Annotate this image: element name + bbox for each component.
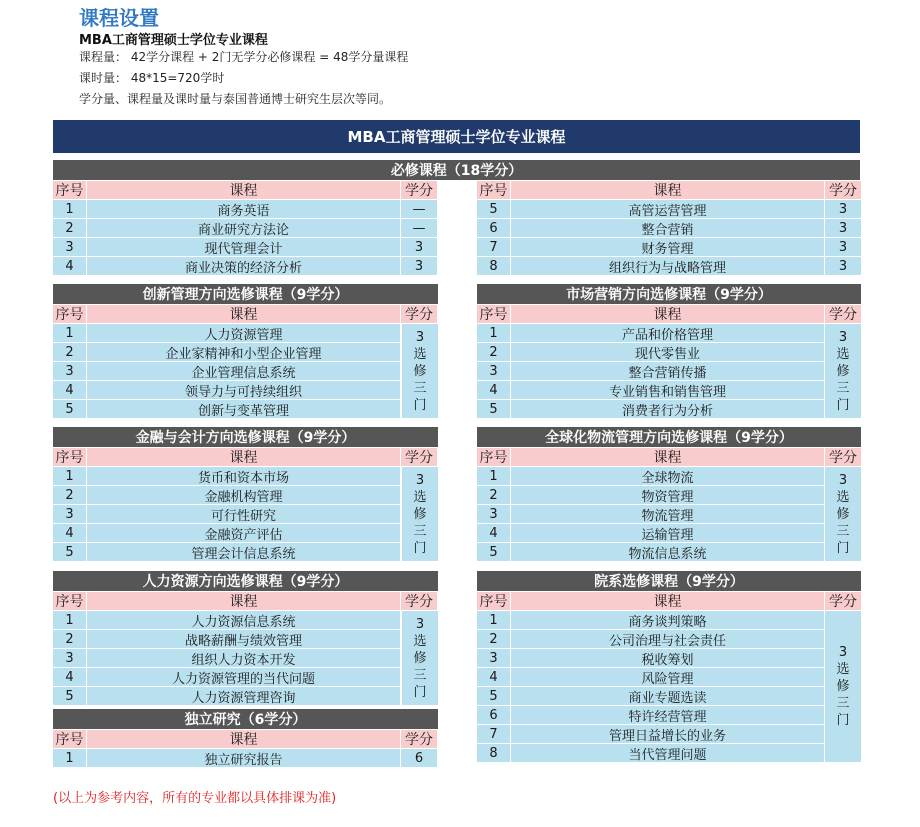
table-row bbox=[477, 467, 861, 485]
credit-finance bbox=[402, 467, 438, 561]
row-no: 5 bbox=[477, 400, 510, 418]
row-no: 2 bbox=[477, 486, 510, 504]
table-row bbox=[53, 505, 437, 523]
table-row bbox=[477, 687, 861, 705]
row-credit: 3 bbox=[401, 238, 437, 256]
row-course: 当代管理问题 bbox=[511, 744, 824, 762]
table-header bbox=[477, 305, 861, 323]
row-course: 金融机构管理 bbox=[87, 486, 400, 504]
row-no: 3 bbox=[477, 649, 510, 667]
table-row bbox=[477, 238, 861, 256]
row-course: 财务管理 bbox=[511, 238, 824, 256]
header-no: 序号 bbox=[477, 448, 510, 466]
table-finance bbox=[53, 448, 437, 562]
row-course: 商业决策的经济分析 bbox=[87, 257, 400, 275]
row-credit: — bbox=[401, 219, 437, 237]
page-title: 课程设置 bbox=[79, 6, 159, 30]
table-marketing bbox=[477, 305, 861, 419]
table-row bbox=[53, 219, 437, 237]
table-innovation bbox=[53, 305, 437, 419]
credit-text: 三 bbox=[413, 380, 427, 396]
footnote: (以上为参考内容，所有的专业都以具体排课为准) bbox=[53, 791, 337, 806]
table-row bbox=[53, 611, 437, 629]
header-credit: 学分 bbox=[401, 730, 437, 748]
row-course: 人力资源信息系统 bbox=[87, 611, 400, 629]
header-no: 序号 bbox=[53, 592, 86, 610]
row-course: 组织行为与战略管理 bbox=[511, 257, 824, 275]
table-row bbox=[477, 200, 861, 218]
table-row bbox=[477, 505, 861, 523]
header-no: 序号 bbox=[53, 448, 86, 466]
credit-text: 门 bbox=[413, 540, 427, 556]
row-no: 6 bbox=[477, 219, 510, 237]
table-row bbox=[53, 649, 437, 667]
table-header bbox=[53, 730, 437, 748]
table-row bbox=[477, 611, 861, 629]
row-no: 1 bbox=[53, 749, 86, 767]
table-row bbox=[53, 381, 437, 399]
row-no: 5 bbox=[477, 200, 510, 218]
header-course: 课程 bbox=[511, 448, 824, 466]
credit-text: 3 bbox=[415, 616, 425, 632]
header-credit: 学分 bbox=[825, 305, 861, 323]
credit-text: 3 bbox=[415, 329, 425, 345]
table-row bbox=[477, 668, 861, 686]
table-row bbox=[477, 324, 861, 342]
row-credit: 3 bbox=[401, 257, 437, 275]
row-course: 货币和资本市场 bbox=[87, 467, 400, 485]
header-credit: 学分 bbox=[825, 592, 861, 610]
row-course: 现代管理会计 bbox=[87, 238, 400, 256]
row-course: 风险管理 bbox=[511, 668, 824, 686]
row-course: 金融资产评估 bbox=[87, 524, 400, 542]
credit-text: 选 bbox=[836, 489, 850, 505]
credit-text: 3 bbox=[415, 472, 425, 488]
row-no: 1 bbox=[53, 611, 86, 629]
table-independent bbox=[53, 730, 437, 768]
row-course: 企业管理信息系统 bbox=[87, 362, 400, 380]
table-row bbox=[477, 649, 861, 667]
row-course: 物资管理 bbox=[511, 486, 824, 504]
row-course: 特许经营管理 bbox=[511, 706, 824, 724]
table-row bbox=[477, 343, 861, 361]
row-credit: 6 bbox=[401, 749, 437, 767]
row-no: 8 bbox=[477, 257, 510, 275]
credit-text: 3 bbox=[838, 329, 848, 345]
row-no: 1 bbox=[477, 467, 510, 485]
table-header bbox=[53, 181, 437, 199]
row-no: 2 bbox=[53, 219, 86, 237]
table-row bbox=[53, 343, 437, 361]
table-row bbox=[477, 362, 861, 380]
credit-text: 门 bbox=[413, 684, 427, 700]
row-course: 管理日益增长的业务 bbox=[511, 725, 824, 743]
credit-text: 选 bbox=[413, 489, 427, 505]
table-row bbox=[477, 524, 861, 542]
row-no: 2 bbox=[53, 630, 86, 648]
table-required-right bbox=[477, 181, 861, 276]
table-hr bbox=[53, 592, 437, 706]
header-no: 序号 bbox=[477, 305, 510, 323]
row-no: 3 bbox=[53, 505, 86, 523]
row-no: 4 bbox=[477, 524, 510, 542]
row-no: 4 bbox=[53, 257, 86, 275]
credit-text: 三 bbox=[836, 696, 850, 711]
row-credit: — bbox=[401, 200, 437, 218]
table-row bbox=[477, 744, 861, 762]
header-course: 课程 bbox=[511, 305, 824, 323]
table-header bbox=[53, 448, 437, 466]
credit-text: 修 bbox=[413, 363, 427, 379]
row-no: 3 bbox=[53, 362, 86, 380]
row-course: 公司治理与社会责任 bbox=[511, 630, 824, 648]
row-no: 3 bbox=[53, 238, 86, 256]
credit-hr bbox=[402, 611, 438, 705]
table-row bbox=[53, 257, 437, 275]
section-required-title: 必修课程（18学分） bbox=[53, 160, 860, 180]
credit-logistics bbox=[825, 467, 861, 561]
credit-text: 修 bbox=[836, 679, 850, 694]
row-no: 1 bbox=[53, 200, 86, 218]
row-course: 税收筹划 bbox=[511, 649, 824, 667]
header-course: 课程 bbox=[511, 592, 824, 610]
row-no: 2 bbox=[477, 630, 510, 648]
credit-text: 选 bbox=[413, 346, 427, 362]
header-credit: 学分 bbox=[825, 181, 861, 199]
table-header bbox=[477, 181, 861, 199]
row-no: 7 bbox=[477, 725, 510, 743]
credit-text: 3 bbox=[838, 645, 848, 660]
table-row bbox=[477, 381, 861, 399]
info-class-hours: 课时量： 48*15=720学时 bbox=[79, 71, 225, 85]
table-row bbox=[53, 687, 437, 705]
row-course: 可行性研究 bbox=[87, 505, 400, 523]
credit-text: 三 bbox=[836, 523, 850, 539]
credit-text: 门 bbox=[836, 540, 850, 556]
section-hr-title: 人力资源方向选修课程（9学分） bbox=[53, 571, 438, 591]
credit-department bbox=[825, 611, 861, 762]
row-no: 5 bbox=[477, 687, 510, 705]
row-credit: 3 bbox=[825, 200, 861, 218]
credit-text: 修 bbox=[836, 506, 850, 522]
credit-text: 三 bbox=[836, 380, 850, 396]
row-credit: 3 bbox=[825, 219, 861, 237]
table-header bbox=[477, 592, 861, 610]
row-course: 人力资源管理的当代问题 bbox=[87, 668, 400, 686]
header-credit: 学分 bbox=[401, 181, 437, 199]
info-course-load: 课程量： 42学分课程 + 2门无学分必修课程 = 48学分量课程 bbox=[79, 50, 409, 64]
header-no: 序号 bbox=[53, 181, 86, 199]
row-course: 商业研究方法论 bbox=[87, 219, 400, 237]
table-row bbox=[53, 324, 437, 342]
credit-text: 选 bbox=[836, 346, 850, 362]
header-course: 课程 bbox=[87, 305, 400, 323]
table-row bbox=[477, 706, 861, 724]
header-credit: 学分 bbox=[401, 305, 437, 323]
row-no: 4 bbox=[477, 381, 510, 399]
table-row bbox=[53, 668, 437, 686]
row-course: 商务谈判策略 bbox=[511, 611, 824, 629]
header-no: 序号 bbox=[53, 730, 86, 748]
row-course: 战略薪酬与绩效管理 bbox=[87, 630, 400, 648]
header-no: 序号 bbox=[477, 592, 510, 610]
row-no: 4 bbox=[53, 668, 86, 686]
row-course: 全球物流 bbox=[511, 467, 824, 485]
row-course: 现代零售业 bbox=[511, 343, 824, 361]
row-no: 2 bbox=[53, 486, 86, 504]
row-course: 物流信息系统 bbox=[511, 543, 824, 561]
header-course: 课程 bbox=[87, 448, 400, 466]
credit-text: 门 bbox=[413, 397, 427, 413]
header-course: 课程 bbox=[87, 181, 400, 199]
table-row bbox=[53, 467, 437, 485]
section-finance-title: 金融与会计方向选修课程（9学分） bbox=[53, 427, 438, 447]
table-row bbox=[53, 630, 437, 648]
program-banner: MBA工商管理硕士学位专业课程 bbox=[53, 120, 860, 153]
row-course: 运输管理 bbox=[511, 524, 824, 542]
row-course: 独立研究报告 bbox=[87, 749, 400, 767]
section-innovation-title: 创新管理方向选修课程（9学分） bbox=[53, 284, 438, 304]
credit-text: 3 bbox=[838, 472, 848, 488]
table-header bbox=[53, 592, 437, 610]
header-credit: 学分 bbox=[401, 592, 437, 610]
row-no: 3 bbox=[477, 362, 510, 380]
row-no: 5 bbox=[477, 543, 510, 561]
page-subtitle: MBA工商管理硕士学位专业课程 bbox=[79, 33, 268, 48]
section-independent-title: 独立研究（6学分） bbox=[53, 709, 438, 729]
table-row bbox=[477, 486, 861, 504]
row-no: 4 bbox=[53, 381, 86, 399]
row-course: 人力资源管理咨询 bbox=[87, 687, 400, 705]
table-row bbox=[477, 257, 861, 275]
table-row bbox=[477, 400, 861, 418]
header-course: 课程 bbox=[511, 181, 824, 199]
credit-innovation bbox=[402, 324, 438, 418]
header-course: 课程 bbox=[87, 730, 400, 748]
table-header bbox=[477, 448, 861, 466]
credit-text: 三 bbox=[413, 523, 427, 539]
table-row bbox=[477, 219, 861, 237]
table-required-left bbox=[53, 181, 437, 276]
row-no: 8 bbox=[477, 744, 510, 762]
row-course: 整合营销传播 bbox=[511, 362, 824, 380]
row-course: 领导力与可持续组织 bbox=[87, 381, 400, 399]
row-course: 创新与变革管理 bbox=[87, 400, 400, 418]
credit-text: 选 bbox=[413, 633, 427, 649]
row-no: 4 bbox=[53, 524, 86, 542]
row-no: 5 bbox=[53, 400, 86, 418]
row-course: 商务英语 bbox=[87, 200, 400, 218]
row-no: 1 bbox=[53, 324, 86, 342]
credit-marketing bbox=[825, 324, 861, 418]
table-row bbox=[477, 725, 861, 743]
row-no: 1 bbox=[477, 324, 510, 342]
section-marketing-title: 市场营销方向选修课程（9学分） bbox=[477, 284, 861, 304]
row-no: 2 bbox=[477, 343, 510, 361]
credit-text: 三 bbox=[413, 667, 427, 683]
credit-text: 门 bbox=[836, 397, 850, 413]
header-credit: 学分 bbox=[401, 448, 437, 466]
row-no: 3 bbox=[53, 649, 86, 667]
section-logistics-title: 全球化物流管理方向选修课程（9学分） bbox=[477, 427, 861, 447]
row-no: 6 bbox=[477, 706, 510, 724]
row-no: 2 bbox=[53, 343, 86, 361]
credit-text: 修 bbox=[836, 363, 850, 379]
credit-text: 选 bbox=[836, 662, 850, 677]
credit-text: 门 bbox=[836, 713, 850, 728]
header-no: 序号 bbox=[53, 305, 86, 323]
section-department-title: 院系选修课程（9学分） bbox=[477, 571, 861, 591]
row-no: 4 bbox=[477, 668, 510, 686]
table-row bbox=[53, 200, 437, 218]
header-no: 序号 bbox=[477, 181, 510, 199]
row-no: 7 bbox=[477, 238, 510, 256]
table-department bbox=[477, 592, 861, 763]
table-row bbox=[53, 543, 437, 561]
row-course: 物流管理 bbox=[511, 505, 824, 523]
row-course: 消费者行为分析 bbox=[511, 400, 824, 418]
table-row bbox=[53, 524, 437, 542]
credit-text: 修 bbox=[413, 506, 427, 522]
row-course: 组织人力资本开发 bbox=[87, 649, 400, 667]
row-course: 专业销售和销售管理 bbox=[511, 381, 824, 399]
table-row bbox=[53, 238, 437, 256]
row-course: 整合营销 bbox=[511, 219, 824, 237]
row-course: 产品和价格管理 bbox=[511, 324, 824, 342]
table-row bbox=[53, 486, 437, 504]
row-course: 商业专题选读 bbox=[511, 687, 824, 705]
credit-text: 修 bbox=[413, 650, 427, 666]
table-row bbox=[53, 400, 437, 418]
row-course: 高管运营管理 bbox=[511, 200, 824, 218]
row-no: 3 bbox=[477, 505, 510, 523]
row-credit: 3 bbox=[825, 257, 861, 275]
row-no: 1 bbox=[477, 611, 510, 629]
row-course: 管理会计信息系统 bbox=[87, 543, 400, 561]
table-logistics bbox=[477, 448, 861, 562]
info-equivalence: 学分量、课程量及课时量与泰国普通博士研究生层次等同。 bbox=[79, 92, 392, 106]
row-no: 1 bbox=[53, 467, 86, 485]
table-row bbox=[53, 749, 437, 767]
row-course: 人力资源管理 bbox=[87, 324, 400, 342]
table-header bbox=[53, 305, 437, 323]
header-course: 课程 bbox=[87, 592, 400, 610]
row-no: 5 bbox=[53, 687, 86, 705]
header-credit: 学分 bbox=[825, 448, 861, 466]
table-row bbox=[53, 362, 437, 380]
table-row bbox=[477, 630, 861, 648]
row-no: 5 bbox=[53, 543, 86, 561]
table-row bbox=[477, 543, 861, 561]
row-credit: 3 bbox=[825, 238, 861, 256]
row-course: 企业家精神和小型企业管理 bbox=[87, 343, 400, 361]
